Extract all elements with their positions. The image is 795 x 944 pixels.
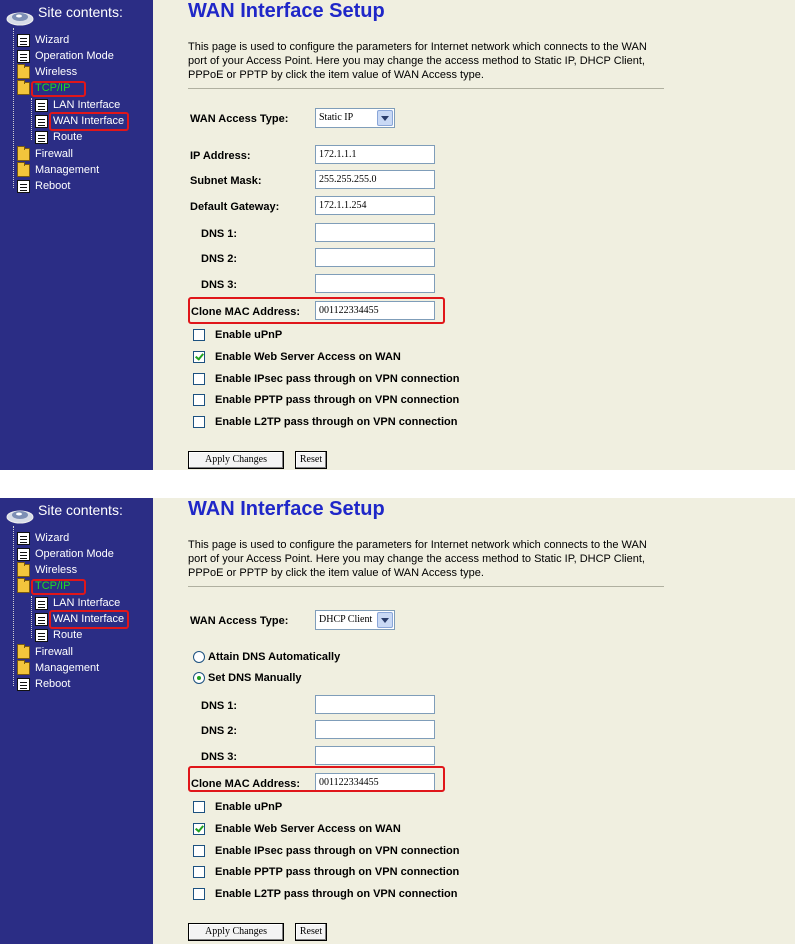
reset-button[interactable]: Reset xyxy=(295,923,327,941)
page-icon xyxy=(35,613,48,626)
site-contents-title: Site contents: xyxy=(38,4,123,20)
enable-pptp-checkbox[interactable] xyxy=(193,866,205,878)
enable-ipsec-checkbox[interactable] xyxy=(193,373,205,385)
subnet-mask-input[interactable]: 255.255.255.0 xyxy=(315,170,435,189)
open-folder-icon xyxy=(17,580,30,593)
subnet-mask-label: Subnet Mask: xyxy=(190,175,262,187)
clone-mac-label: Clone MAC Address: xyxy=(191,306,300,318)
page-icon xyxy=(17,50,30,63)
sidebar xyxy=(0,498,153,944)
dns2-label: DNS 2: xyxy=(201,253,238,265)
page-description: This page is used to configure the parameters for Internet network which connects to the WAN port of your Access Point. Here you may change the access method to Static IP, DHCP Client, PPPoE or PPTP by click the item value of WAN Access type. xyxy=(188,41,647,81)
dns3-input[interactable] xyxy=(315,746,435,765)
dns2-input[interactable] xyxy=(315,720,435,739)
enable-l2tp-checkbox[interactable] xyxy=(193,416,205,428)
enable-ipsec-checkbox[interactable] xyxy=(193,845,205,857)
folder-icon xyxy=(17,148,30,161)
page-icon xyxy=(17,180,30,193)
page-icon xyxy=(35,99,48,112)
page-icon xyxy=(17,678,30,691)
folder-icon xyxy=(17,564,30,577)
page-icon xyxy=(35,131,48,144)
divider xyxy=(188,88,664,89)
dns3-input[interactable] xyxy=(315,274,435,293)
clone-mac-input[interactable]: 001122334455 xyxy=(315,301,435,320)
wan-setup-dhcp-client-panel xyxy=(0,498,795,944)
page-icon xyxy=(17,548,30,561)
dns1-input[interactable] xyxy=(315,223,435,242)
sidebar xyxy=(0,0,153,470)
folder-icon xyxy=(17,662,30,675)
enable-upnp-checkbox[interactable] xyxy=(193,801,205,813)
enable-web-server-checkbox[interactable] xyxy=(193,351,205,363)
enable-upnp-checkbox[interactable] xyxy=(193,329,205,341)
site-contents-title: Site contents: xyxy=(38,502,123,518)
chevron-down-icon[interactable] xyxy=(377,612,393,628)
dns1-label: DNS 1: xyxy=(201,228,238,240)
dns3-label: DNS 3: xyxy=(201,279,238,291)
default-gateway-input[interactable]: 172.1.1.254 xyxy=(315,196,435,215)
wan-access-type-label: WAN Access Type: xyxy=(190,615,289,627)
enable-web-server-checkbox[interactable] xyxy=(193,823,205,835)
dns1-label: DNS 1: xyxy=(201,700,238,712)
ip-address-input[interactable]: 172.1.1.1 xyxy=(315,145,435,164)
dns2-input[interactable] xyxy=(315,248,435,267)
set-dns-manual-radio[interactable] xyxy=(193,672,205,684)
attain-dns-auto-radio[interactable] xyxy=(193,651,205,663)
apply-changes-button[interactable]: Apply Changes xyxy=(188,451,284,469)
dns1-input[interactable] xyxy=(315,695,435,714)
clone-mac-label: Clone MAC Address: xyxy=(191,778,300,790)
divider xyxy=(188,586,664,587)
page-description: This page is used to configure the parameters for Internet network which connects to the WAN port of your Access Point. Here you may change the access method to Static IP, DHCP Client, PPPoE or PPTP by click the item value of WAN Access type. xyxy=(188,539,647,579)
page-title: WAN Interface Setup xyxy=(188,0,385,22)
dns3-label: DNS 3: xyxy=(201,751,238,763)
open-folder-icon xyxy=(17,82,30,95)
chevron-down-icon[interactable] xyxy=(377,110,393,126)
default-gateway-label: Default Gateway: xyxy=(190,201,280,213)
page-icon xyxy=(35,115,48,128)
page-icon xyxy=(35,597,48,610)
dns2-label: DNS 2: xyxy=(201,725,238,737)
nav-tree: Wizard Operation Mode Wireless TCP/IP LAN Interface WAN Interface Route Firewall Management Reboot xyxy=(0,0,153,470)
enable-l2tp-checkbox[interactable] xyxy=(193,888,205,900)
wan-access-type-label: WAN Access Type: xyxy=(190,113,289,125)
clone-mac-input[interactable]: 001122334455 xyxy=(315,773,435,792)
page-icon xyxy=(17,532,30,545)
nav-tree: Wizard Operation Mode Wireless TCP/IP LAN Interface WAN Interface Route Firewall Management Reboot xyxy=(0,498,153,944)
wan-setup-static-ip-panel xyxy=(0,0,795,470)
page-icon xyxy=(17,34,30,47)
folder-icon xyxy=(17,164,30,177)
folder-icon xyxy=(17,66,30,79)
main-content: WAN Interface Setup This page is used to configure the parameters for Internet network which connects to the WAN port of your Access Point. Here you may change the access method to Static IP, DHCP Client, PPPoE or PPTP by click the item value of WAN Access type. WAN Access Type: Static IP IP Address: 172.1.1.1 Subnet Mask: 255.255.255.0 Default Gateway: 172.1.1.254 DNS 1: DNS 2: DNS 3: Clone MAC Address: 001122334455 Enable uPnP Enable Web Server Access on WAN Enable IPsec pass through on VPN connection Enable PPTP pass through on VPN connection Enable L2TP pass through on VPN connection Apply Changes Reset xyxy=(153,0,795,470)
wan-access-type-select[interactable]: DHCP Client xyxy=(315,610,395,630)
ip-address-label: IP Address: xyxy=(190,150,251,162)
apply-changes-button[interactable]: Apply Changes xyxy=(188,923,284,941)
wan-access-type-select[interactable]: Static IP xyxy=(315,108,395,128)
reset-button[interactable]: Reset xyxy=(295,451,327,469)
page-title: WAN Interface Setup xyxy=(188,498,385,520)
page-icon xyxy=(35,629,48,642)
main-content: WAN Interface Setup This page is used to configure the parameters for Internet network which connects to the WAN port of your Access Point. Here you may change the access method to Static IP, DHCP Client, PPPoE or PPTP by click the item value of WAN Access type. WAN Access Type: DHCP Client Attain DNS Automatically Set DNS Manually DNS 1: DNS 2: DNS 3: Clone MAC Address: 001122334455 Enable uPnP Enable Web Server Access on WAN Enable IPsec pass through on VPN connection Enable PPTP pass through on VPN connection Enable L2TP pass through on VPN connection Apply Changes Reset xyxy=(153,498,795,944)
folder-icon xyxy=(17,646,30,659)
enable-pptp-checkbox[interactable] xyxy=(193,394,205,406)
